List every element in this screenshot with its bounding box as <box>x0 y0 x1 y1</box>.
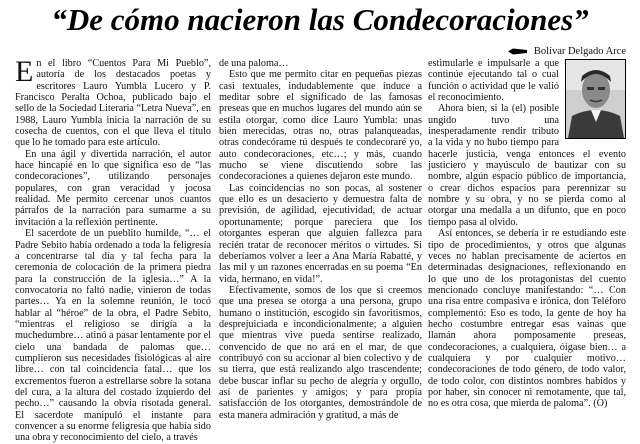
article-title: “De cómo nacieron las Condecoraciones” <box>51 2 589 37</box>
byline <box>508 46 626 57</box>
paragraph: Ahora bien, si la (el) posible ungido tuvo una inesperadamente rendir tributo a la vida y no hubo tiempo para hacerle justicia, venga entonces el evento justiciero y mayúsculo de bautizar con su nombre, algún espacio público de importancia, o crear dichos espacios para perennizar su nombre y su obra, y no se pierda como al otorgar una medalla a un difunto, que en poco tiempo pasa al olvido. <box>428 103 626 228</box>
paragraph: Las coincidencias no son pocas, al sostener que ello es un desacierto y demuestra falta de previsión, de agilidad, ejecutividad, de actuar oportunamente; porque pareciera que los otorgantes esperan que alguien fallezca para recién tratar de reconocer méritos o virtudes. Si deberíamos volver a leer a Ana María Rabatté, y las mil y un razones encerradas en su poema “En vida, hermano, en vida!”. <box>219 182 422 285</box>
paragraph: El sacerdote de un pueblito humilde, “… el Padre Sebito había ordenado a toda la feligresía a concentrarse tal día y tal fecha para la ceremonia de colocación de la primera piedra para la construcción de la iglesia…” A la convocatoria no faltó nadie, vinieron de todas partes… Ya en la solemne reunión, le tocó hablar al “héroe” de la obra, el Padre Sebito, “mientras el religioso se dirigía a la muchedumbre… atinó a pasar lentamente por el cielo una bandada de palomas que… cumplieron sus necesidades fisiológicas al aire libre… con tal coincidencia fatal… que los excrementos fueron a estrellarse sobre la sotana del cura, a la altura del costado izquierdo del pecho…” causando la obvia risotada general. El sacerdote manipuló el instante para convencer a su enorme feligresía que había sido una obra y reconocimiento del cielo, a través <box>15 228 211 444</box>
pen-icon <box>508 47 528 56</box>
author-name: Bolívar Delgado Arce <box>533 46 626 57</box>
paragraph: de una paloma… <box>219 58 289 69</box>
article-column-1 <box>15 55 211 444</box>
article-column-2 <box>219 58 422 420</box>
paragraph: Efectivamente, somos de los que si creemos que una presea se otorga a una persona, grupo humano o institución, escogido sin favoritismos, desprejuiciada e incondicionalmente; a alguien que mientras vive pueda sentirse realizado, convencido de que no ará en el mar, de que contribuyó con su accionar al bien colectivo y de su tierra, que está realizando algo trascendente; debe buscar inflar su pecho de alegría y orgullo, así de parientes y amigos; y para propia satisfacción de los otorgantes, demostrándole de esta manera admiración y gratitud, a más de <box>219 284 422 421</box>
drop-cap: E <box>15 55 34 88</box>
paragraph: Así entonces, se debería ir re estudiando este tipo de procedimientos, y otros que algunas veces no hablan precisamente de aciertos en determinadas designaciones, reflexionando en lo que uno de los protagonistas del cuento mencionado concluye manifestando: “… Con una risa entre compasiva e irónica, don Teléforo complementó: Eso es todo, la gente de hoy ha hecho costumbre entregar esas vainas que llamán ahora pomposamente preseas, condecoraciones, a cualquiera, óigase bien… a cualquiera y por cualquier motivo… condecoraciones de todo género, de todo valor, de todo color, con distintos nombres habidos y por haber, sin conocer ni remotamente, que tal, no es otra cosa, que mierda de paloma”. (O) <box>428 228 626 410</box>
article-column-3 <box>428 58 626 420</box>
author-photo <box>565 59 626 139</box>
paragraph: estimularle e impulsarle a que continúe ejecutando tal o cual función o actividad que le valió el reconocimiento. <box>428 58 559 104</box>
paragraph: Esto que me permito citar en pequeñas piezas casi textuales, indudablemente que induce a meditar sobre el significado de las famosas preseas que en muchos lugares del mundo aún se estila otorgar, como dice Lauro Yumbla: unas bien merecidas, otras no, otras palanqueadas, otras condecórame tú después te condecoraré yo, auto condecoraciones, etc…; y más, cuando mucho se viene discutiendo sobre las condecoraciones a quienes dejaron este mundo. <box>219 69 422 183</box>
paragraph: En el libro “Cuentos Para Mi Pueblo”, autoría de los destacados poetas y escritores Lauro Yumbla Lucero y P. Francisco Peralta Ochoa, publicado bajo el sello de la Sociedad Literaria “Letra Nueva”, en 1988, Lauro Yumbla inicia la narración de su cosecha de cuentos, con el que lleva el título que lo he tomado para este artículo. <box>15 55 211 149</box>
paragraph: En una ágil y divertida narración, el autor hace hincapié en lo que significa eso de “las condecoraciones”, utilizando personajes populares, con gran veracidad y jocosa realidad. Me permito cercenar unos cuantos párrafos de la narración para sumarme a su invitación a la reflexión pertinente. <box>15 148 211 228</box>
